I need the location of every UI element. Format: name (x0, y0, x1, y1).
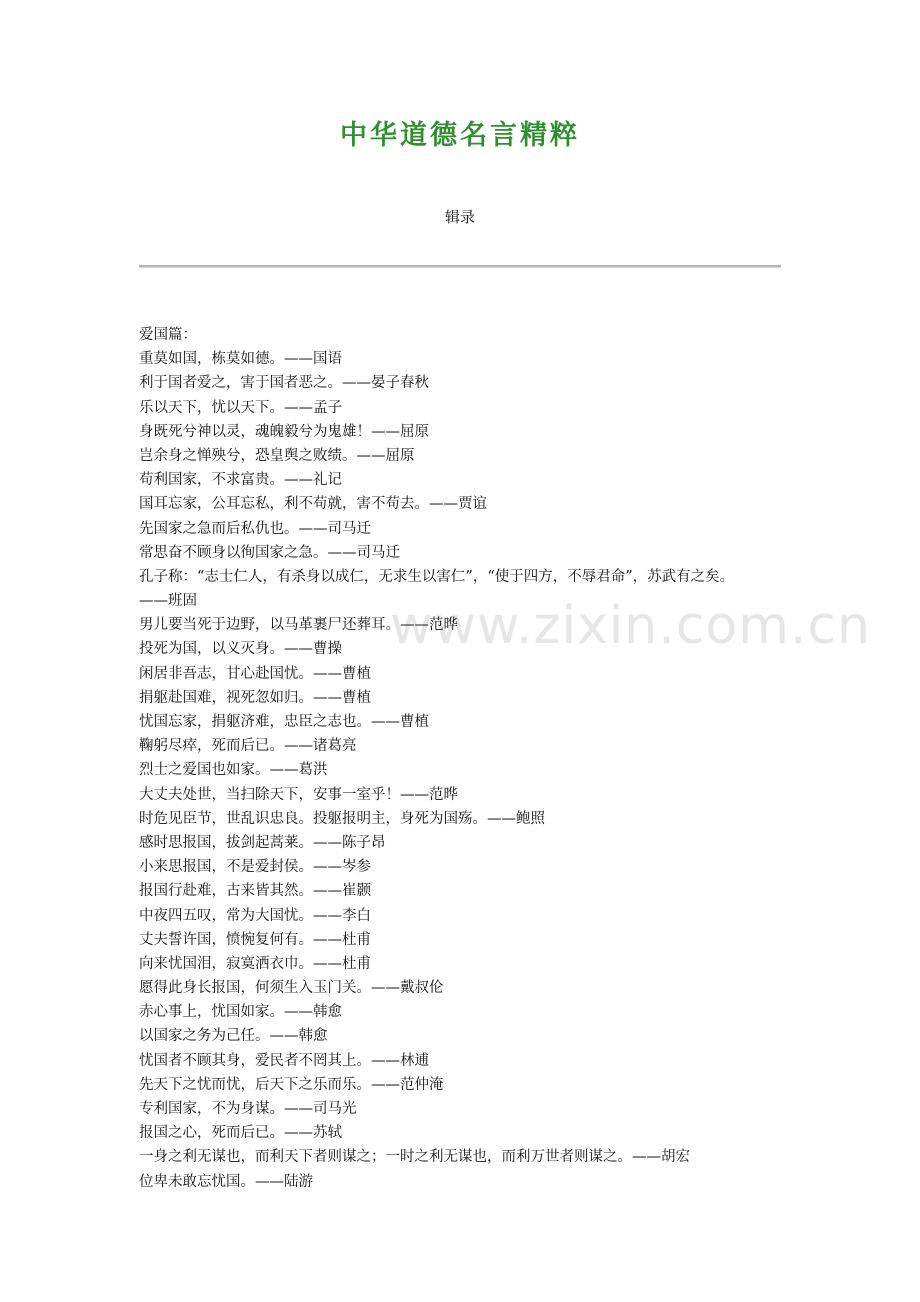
quote-line: 报国行赴难，古来皆其然。——崔颢 (139, 883, 371, 900)
quote-line: 感时思报国，拔剑起蒿莱。——陈子昂 (139, 834, 386, 851)
quote-line: 捐躯赴国难，视死忽如归。——曹植 (139, 689, 371, 706)
quote-line: 小来思报国，不是爱封侯。——岑参 (139, 859, 371, 876)
quote-line: 常思奋不顾身以徇国家之急。——司马迁 (139, 544, 400, 561)
quote-line: 报国之心，死而后已。——苏轼 (139, 1125, 342, 1142)
quote-line: 先国家之急而后私仇也。——司马迁 (139, 520, 371, 537)
quote-line: 位卑未敢忘忧国。——陆游 (139, 1173, 313, 1190)
quote-line: 时危见臣节，世乱识忠良。投躯报明主，身死为国殇。——鲍照 (139, 810, 545, 827)
quote-line: 向来忧国泪，寂寞洒衣巾。——杜甫 (139, 955, 371, 972)
quote-line: 鞠躬尽瘁，死而后已。——诸葛亮 (139, 738, 357, 755)
quote-line: 先天下之忧而忧，后天下之乐而乐。——范仲淹 (139, 1076, 444, 1093)
quote-line: 岂余身之惮殃兮，恐皇舆之败绩。——屈原 (139, 447, 415, 464)
quote-line: 国耳忘家，公耳忘私，利不苟就，害不苟去。——贾谊 (139, 496, 487, 513)
quote-line: 苟利国家，不求富贵。——礼记 (139, 472, 342, 489)
quote-line: 忧国忘家，捐躯济难，忠臣之志也。——曹植 (139, 714, 429, 730)
quote-line: 投死为国，以义灭身。——曹操 (139, 641, 342, 658)
quote-line: 利于国者爱之，害于国者恶之。——晏子春秋 (139, 375, 429, 392)
quote-line: 身既死兮神以灵，魂魄毅兮为鬼雄！——屈原 (139, 423, 429, 440)
quote-line: 大丈夫处世，当扫除天下，安事一室乎！——范晔 (139, 786, 458, 803)
quote-section (139, 323, 799, 1194)
quote-line: 以国家之务为己任。——韩愈 (139, 1028, 328, 1045)
horizontal-divider (139, 265, 781, 268)
quote-line: 愿得此身长报国，何须生入玉门关。——戴叔伦 (139, 980, 444, 997)
quote-line: ——班固 (139, 593, 197, 610)
quote-line: 乐以天下，忧以天下。——孟子 (139, 399, 342, 416)
quote-line: 一身之利无谋也，而利天下者则谋之；一时之利无谋也，而利万世者则谋之。——胡宏 (139, 1149, 690, 1166)
quote-line: 中夜四五叹，常为大国忧。——李白 (139, 907, 371, 924)
compiler-credit: 辑录 (444, 208, 475, 226)
quote-line: 重莫如国，栋莫如德。——国语 (139, 351, 342, 368)
document-title: 中华道德名言精粹 (340, 120, 580, 151)
watermark-logo: www.zixin.com.cn (390, 596, 871, 656)
quote-line: 专利国家，不为身谋。——司马光 (139, 1101, 357, 1117)
section-heading: 爱国篇： (139, 327, 197, 343)
quote-line: 闲居非吾志，甘心赴国忧。——曹植 (139, 665, 371, 682)
quote-line: 男儿要当死于边野，以马革裹尸还葬耳。——范晔 (139, 617, 458, 634)
quote-line: 孔子称：“志士仁人，有杀身以成仁，无求生以害仁”，“使于四方，不辱君命”，苏武有之矣。 (139, 568, 735, 585)
quote-line: 赤心事上，忧国如家。——韩愈 (139, 1004, 342, 1021)
quote-line: 忧国者不顾其身，爱民者不罔其上。——林逋 (139, 1052, 429, 1069)
quote-line: 烈士之爱国也如家。——葛洪 (139, 762, 328, 779)
quote-list (139, 347, 799, 1194)
quote-line: 丈夫誓许国，愤惋复何有。——杜甫 (139, 931, 371, 948)
